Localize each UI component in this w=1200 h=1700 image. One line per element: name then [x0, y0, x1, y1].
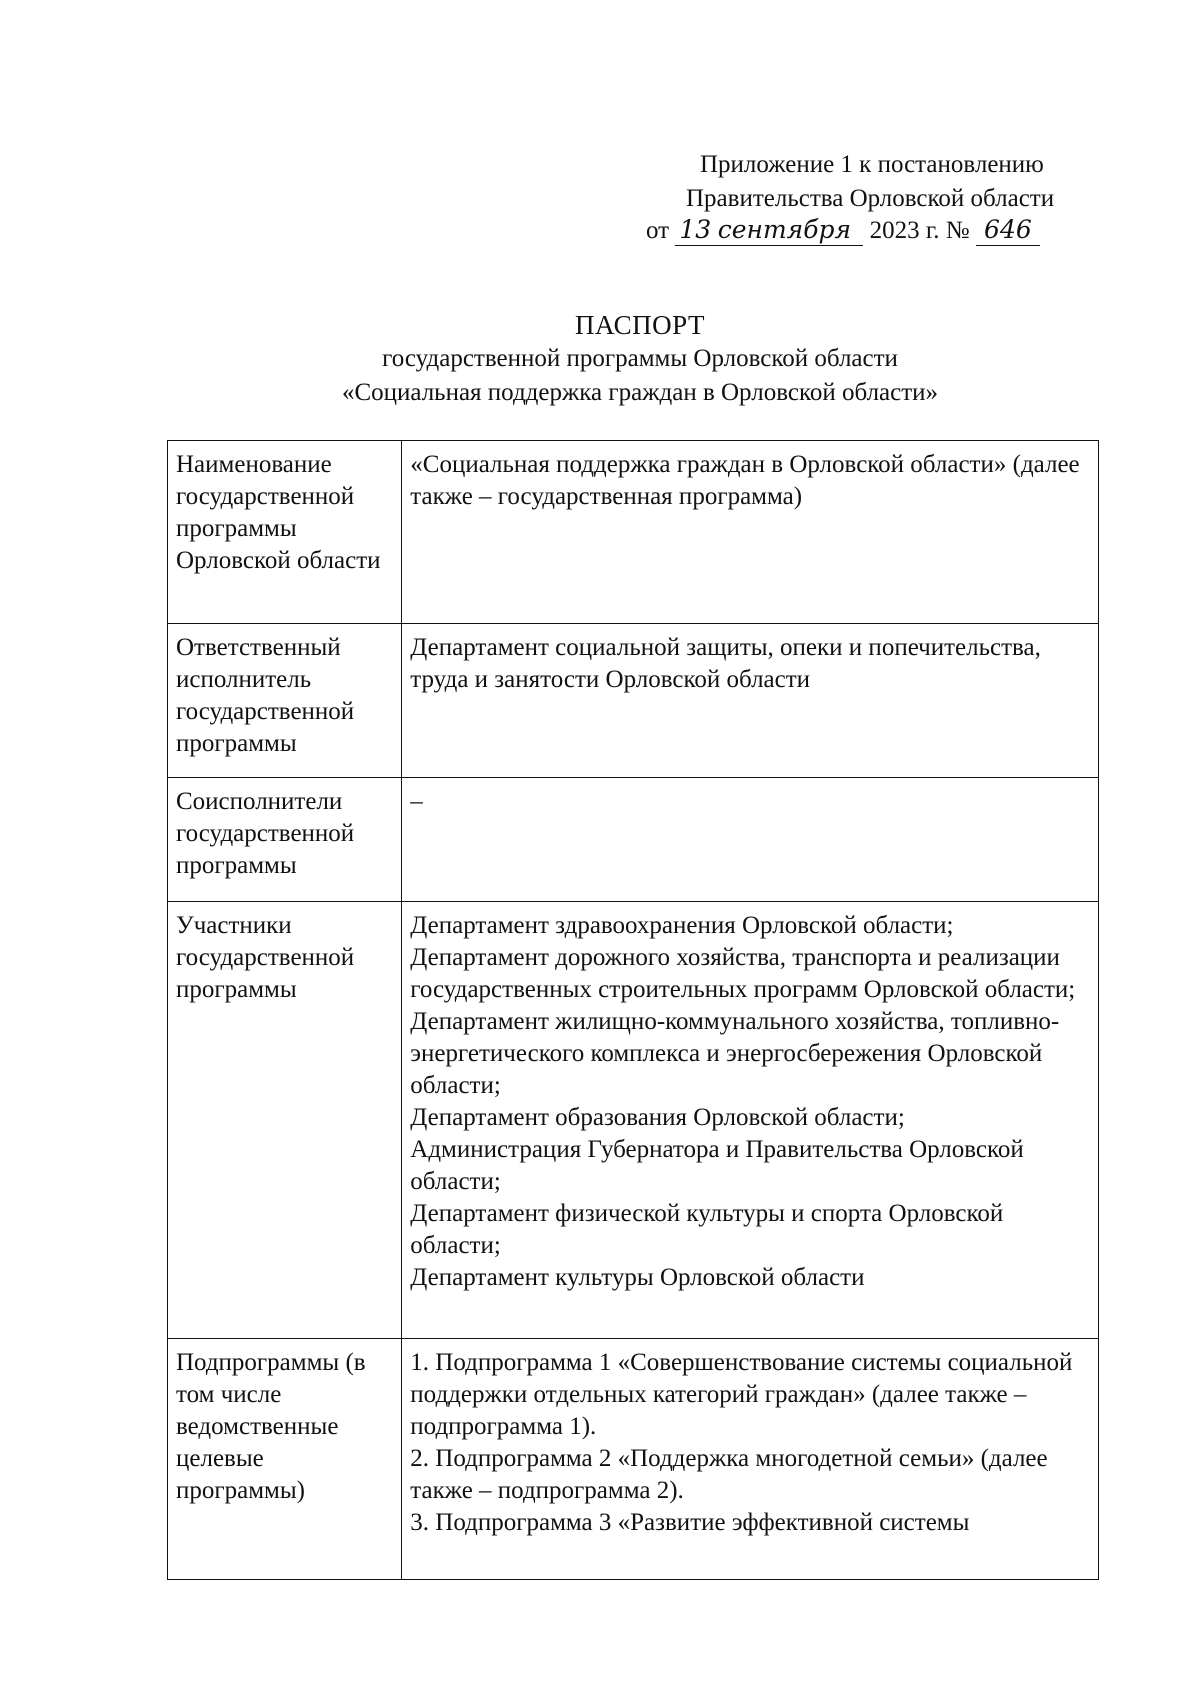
handwritten-number: 646	[976, 215, 1040, 246]
date-prefix: от	[646, 217, 670, 244]
row-label: Наименование государственной программы Орловской области	[168, 441, 402, 624]
value-line: 1. Подпрограмма 1 «Совершенствование системы социальной поддержки отдельных категорий граждан» (далее также – подпрограмма 1).	[410, 1349, 1073, 1440]
row-label: Участники государственной программы	[168, 902, 402, 1339]
row-label: Ответственный исполнитель государственной программы	[168, 624, 402, 778]
passport-table	[167, 440, 1099, 1580]
value-line: «Социальная поддержка граждан в Орловской области» (далее также – государственная программа)	[410, 451, 1080, 510]
row-value	[402, 902, 1099, 1339]
value-line: 2. Подпрограмма 2 «Поддержка многодетной семьи» (далее также – подпрограмма 2).	[410, 1445, 1048, 1504]
year-text: 2023 г. №	[869, 217, 970, 244]
table-row	[168, 1339, 1099, 1580]
row-value	[402, 778, 1099, 902]
value-line: Департамент культуры Орловской области	[410, 1264, 865, 1291]
value-line: 3. Подпрограмма 3 «Развитие эффективной системы	[410, 1509, 970, 1536]
appendix-date-line	[646, 214, 1040, 248]
appendix-line-2: Правительства Орловской области	[686, 185, 1055, 212]
value-line: Департамент здравоохранения Орловской области;	[410, 912, 954, 939]
table-row	[168, 624, 1099, 778]
row-value	[402, 1339, 1099, 1580]
table-row	[168, 778, 1099, 902]
table-row	[168, 902, 1099, 1339]
title-block	[150, 308, 1130, 410]
value-line: Департамент дорожного хозяйства, транспорта и реализации государственных строительных программ Орловской области;	[410, 944, 1076, 1003]
row-label: Соисполнители государственной программы	[168, 778, 402, 902]
value-line: Администрация Губернатора и Правительства Орловской области;	[410, 1136, 1024, 1195]
row-label: Подпрограммы (в том числе ведомственные целевые программы)	[168, 1339, 402, 1580]
document-subtitle-1: государственной программы Орловской области	[382, 345, 898, 372]
value-line: Департамент образования Орловской области;	[410, 1104, 905, 1131]
value-line: Департамент социальной защиты, опеки и попечительства, труда и занятости Орловской области	[410, 634, 1041, 693]
row-value	[402, 441, 1099, 624]
handwritten-month: сентября	[705, 215, 863, 246]
document-subtitle-2: «Социальная поддержка граждан в Орловской области»	[341, 379, 939, 406]
value-line: Департамент физической культуры и спорта Орловской области;	[410, 1200, 1004, 1259]
handwritten-day: 13	[675, 215, 705, 246]
row-value	[402, 624, 1099, 778]
value-line: –	[410, 788, 423, 815]
value-line: Департамент жилищно-коммунального хозяйства, топливно-энергетического комплекса и энергосбережения Орловской области;	[410, 1008, 1060, 1099]
table-row	[168, 441, 1099, 624]
appendix-line-1: Приложение 1 к постановлению	[700, 151, 1044, 178]
document-title: ПАСПОРТ	[575, 310, 705, 340]
